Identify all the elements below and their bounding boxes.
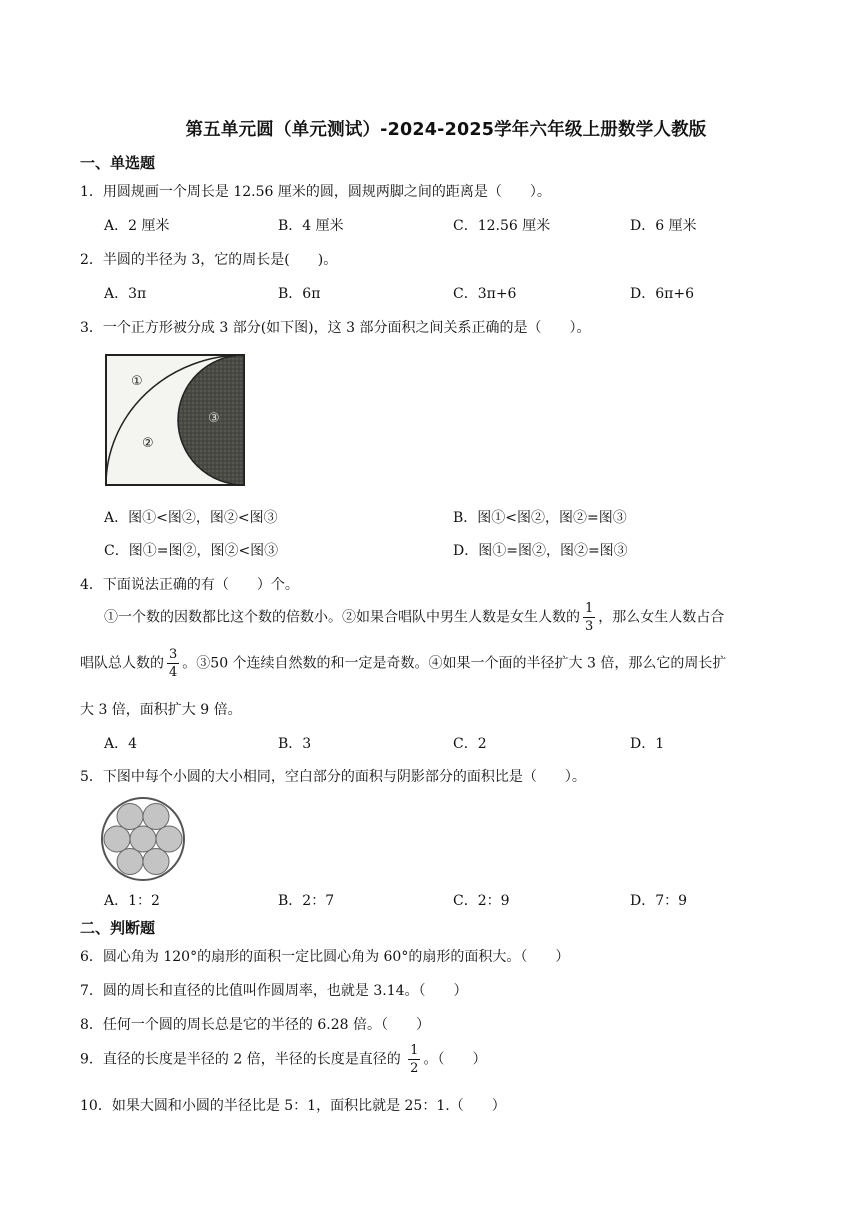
small-circle: [156, 826, 182, 852]
statement-text: 唱队总人数的: [80, 655, 164, 672]
question-1-stem: 1．用圆规画一个周长是 12.56 厘米的圆，圆规两脚之间的距离是（ ）。: [80, 184, 551, 200]
question-1-option-a[interactable]: A．2 厘米: [104, 218, 170, 234]
question-5-option-d[interactable]: D．7：9: [630, 893, 688, 909]
question-4-option-a[interactable]: A．4: [104, 736, 138, 752]
statement-text: ，那么女生人数占合: [598, 609, 725, 626]
fraction-one-half: [408, 1044, 420, 1075]
fraction-numerator: 1: [410, 1043, 419, 1058]
fraction-denominator: 2: [410, 1061, 419, 1076]
question-8-stem: 8．任何一个圆的周长总是它的半径的 6.28 倍。（ ）: [80, 1017, 430, 1033]
question-2-option-a[interactable]: A．3π: [104, 286, 147, 302]
fraction-numerator: 1: [585, 601, 594, 616]
question-4-statement-line-2: [80, 648, 726, 679]
question-5-option-c[interactable]: C．2：9: [453, 893, 510, 909]
question-4-stem: 4．下面说法正确的有（ ）个。: [80, 577, 299, 593]
fraction-denominator: 4: [169, 665, 178, 680]
question-1-option-d[interactable]: D．6 厘米: [630, 218, 697, 234]
question-3-option-a[interactable]: A．图①<图②，图②<图③: [104, 510, 278, 526]
question-5-option-b[interactable]: B．2：7: [278, 893, 335, 909]
small-circle: [117, 849, 143, 875]
question-4-option-d[interactable]: D．1: [630, 736, 665, 752]
question-4-option-c[interactable]: C．2: [453, 736, 487, 752]
question-2-option-b[interactable]: B．6π: [278, 286, 321, 302]
question-6-stem: 6．圆心角为 120°的扇形的面积一定比圆心角为 60°的扇形的面积大。（ ）: [80, 949, 570, 965]
statement-text: 9．直径的长度是半径的 2 倍，半径的长度是直径的: [80, 1051, 401, 1068]
small-circle-center: [130, 826, 156, 852]
small-circle: [143, 804, 169, 830]
question-1-option-b[interactable]: B．4 厘米: [278, 218, 344, 234]
page-title: 第五单元圆（单元测试）-2024-2025学年六年级上册数学人教版: [185, 120, 707, 140]
seven-circles-figure: [100, 796, 186, 882]
statement-text: 。（ ）: [423, 1051, 487, 1068]
fraction-one-third: [583, 602, 595, 633]
question-3-option-b[interactable]: B．图①<图②，图②=图③: [453, 510, 627, 526]
question-2-option-d[interactable]: D．6π+6: [630, 286, 694, 302]
question-3-option-c[interactable]: C．图①=图②，图②<图③: [104, 543, 279, 559]
region-label-1: ①: [131, 374, 143, 389]
question-3-stem: 3．一个正方形被分成 3 部分(如下图)，这 3 部分面积之间关系正确的是（ ）。: [80, 320, 591, 336]
section-heading-single-choice: 一、单选题: [80, 154, 156, 172]
question-4-option-b[interactable]: B．3: [278, 736, 312, 752]
square-divided-figure: [100, 350, 250, 490]
section-heading-true-false: 二、判断题: [80, 919, 156, 937]
statement-text: 。③50 个连续自然数的和一定是奇数。④如果一个面的半径扩大 3 倍，那么它的周长扩: [182, 655, 727, 672]
small-circle: [104, 826, 130, 852]
question-5-option-a[interactable]: A．1：2: [104, 893, 160, 909]
fraction-three-quarters: [167, 648, 179, 679]
statement-text: ①一个数的因数都比这个数的倍数小。②如果合唱队中男生人数是女生人数的: [104, 609, 580, 626]
question-3-option-d[interactable]: D．图①=图②，图②=图③: [453, 543, 628, 559]
question-10-stem: 10．如果大圆和小圆的半径比是 5：1，面积比就是 25：1.（ ）: [80, 1098, 506, 1114]
region-label-2: ②: [142, 436, 154, 451]
question-9-stem: [80, 1044, 486, 1075]
question-5-stem: 5．下图中每个小圆的大小相同，空白部分的面积与阴影部分的面积比是（ ）。: [80, 769, 586, 785]
fraction-denominator: 3: [585, 619, 594, 634]
question-1-option-c[interactable]: C．12.56 厘米: [453, 218, 551, 234]
question-4-statement-line-1: [104, 602, 724, 633]
small-circle: [143, 849, 169, 875]
region-label-3: ③: [208, 411, 220, 426]
question-2-stem: 2．半圆的半径为 3，它的周长是( )。: [80, 252, 338, 268]
question-7-stem: 7．圆的周长和直径的比值叫作圆周率，也就是 3.14。（ ）: [80, 983, 468, 999]
small-circle: [117, 804, 143, 830]
question-4-statement-line-3: 大 3 倍，面积扩大 9 倍。: [80, 702, 242, 718]
fraction-numerator: 3: [169, 647, 178, 662]
question-2-option-c[interactable]: C．3π+6: [453, 286, 517, 302]
